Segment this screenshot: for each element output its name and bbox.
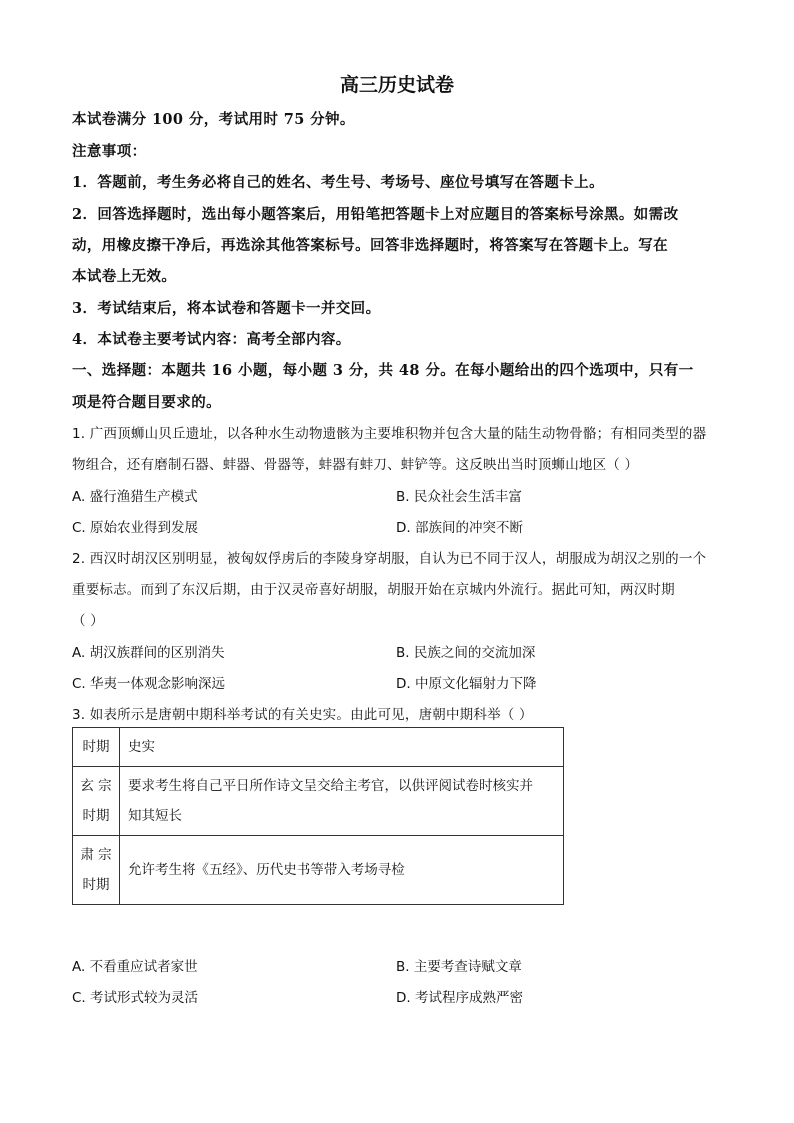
note-4: 4．本试卷主要考试内容：高考全部内容。 — [72, 331, 351, 348]
table-header-facts: 史实 — [120, 728, 564, 767]
table-row — [73, 767, 564, 836]
table-header-period: 时期 — [73, 728, 120, 767]
q3-option-d: D. 考试程序成熟严密 — [396, 990, 523, 1006]
exam-intro: 本试卷满分 100 分，考试用时 75 分钟。 — [72, 111, 355, 128]
q2-option-c: C. 华夷一体观念影响深远 — [72, 676, 226, 692]
period-suffix: 时期 — [82, 877, 110, 893]
q1-stem-line-1: 1. 广西顶蛳山贝丘遗址，以各种水生动物遗骸为主要堆积物并包含大量的陆生动物骨骼；有相同类型的器 — [72, 426, 707, 442]
table-cell-fact: 允许考生将《五经》、历代史书等带入考场寻检 — [120, 836, 564, 905]
table-row — [73, 836, 564, 905]
table-cell-period — [73, 767, 120, 836]
q2-stem-line-2: 重要标志。而到了东汉后期，由于汉灵帝喜好胡服，胡服开始在京城内外流行。据此可知，两汉时期 — [72, 582, 675, 598]
q3-option-c: C. 考试形式较为灵活 — [72, 990, 199, 1006]
q1-option-a: A. 盛行渔猎生产模式 — [72, 489, 198, 505]
fact-line-2: 知其短长 — [128, 808, 182, 824]
q3-option-a: A. 不看重应试者家世 — [72, 959, 198, 975]
note-2-line-1: 2．回答选择题时，选出每小题答案后，用铅笔把答题卡上对应题目的答案标号涂黑。如需改 — [72, 206, 679, 223]
q2-option-a: A. 胡汉族群间的区别消失 — [72, 645, 225, 661]
note-2-line-3: 本试卷上无效。 — [72, 268, 177, 285]
q3-stem: 3. 如表所示是唐朝中期科举考试的有关史实。由此可见，唐朝中期科举（ ） — [72, 707, 533, 723]
note-2-line-2: 动，用橡皮擦干净后，再选涂其他答案标号。回答非选择题时，将答案写在答题卡上。写在 — [72, 237, 668, 254]
keju-history-table — [72, 727, 564, 905]
note-1: 1．答题前，考生务必将自己的姓名、考生号、考场号、座位号填写在答题卡上。 — [72, 174, 604, 191]
fact-line-1: 要求考生将自己平日所作诗文呈交给主考官，以供评阅试卷时核实并 — [128, 778, 533, 794]
q1-stem-line-2: 物组合，还有磨制石器、蚌器、骨器等，蚌器有蚌刀、蚌铲等。这反映出当时顶蛳山地区（ ） — [72, 457, 639, 473]
table-header-row — [73, 728, 564, 767]
period-name: 玄 宗 — [80, 778, 112, 794]
q1-option-c: C. 原始农业得到发展 — [72, 520, 199, 536]
q3-option-b: B. 主要考查诗赋文章 — [396, 959, 522, 975]
period-suffix: 时期 — [82, 808, 110, 824]
period-name: 肃 宗 — [80, 847, 112, 863]
q2-stem-line-3: （ ） — [72, 613, 104, 629]
q1-option-d: D. 部族间的冲突不断 — [396, 520, 523, 536]
q2-option-b: B. 民族之间的交流加深 — [396, 645, 536, 661]
note-3: 3．考试结束后，将本试卷和答题卡一并交回。 — [72, 300, 381, 317]
section-heading-line-1: 一、选择题：本题共 16 小题，每小题 3 分，共 48 分。在每小题给出的四个选项中，只有一 — [72, 362, 694, 379]
q1-option-b: B. 民众社会生活丰富 — [396, 489, 522, 505]
q2-option-d: D. 中原文化辐射力下降 — [396, 676, 537, 692]
section-heading-line-2: 项是符合题目要求的。 — [72, 394, 221, 411]
notes-heading: 注意事项： — [72, 143, 147, 160]
table-cell-fact — [120, 767, 564, 836]
page-title: 高三历史试卷 — [339, 74, 454, 96]
table-cell-period — [73, 836, 120, 905]
q2-stem-line-1: 2. 西汉时胡汉区别明显，被匈奴俘虏后的李陵身穿胡服，自认为已不同于汉人，胡服成为胡汉之别的一个 — [72, 551, 707, 567]
